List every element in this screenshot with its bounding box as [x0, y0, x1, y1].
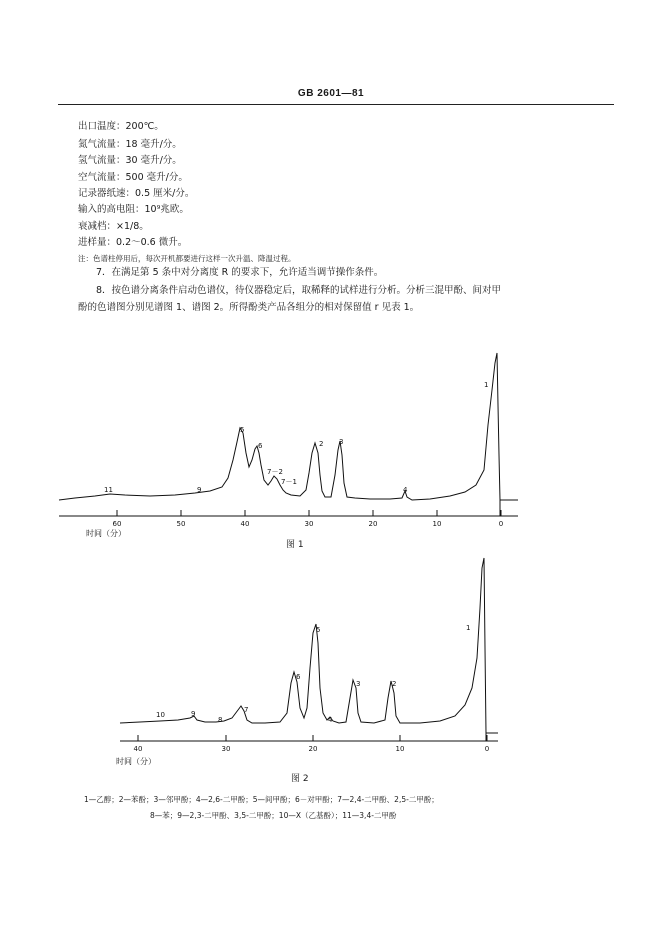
fig1-peak-label-2: 2 — [319, 440, 324, 448]
fig1-peak-label-9: 9 — [197, 486, 202, 494]
standard-code-header: GB 2601—81 — [297, 88, 365, 99]
fig2-tick-30: 30 — [221, 745, 231, 753]
fig1-peak-label-4: 4 — [403, 486, 408, 494]
fig1-tick-20: 20 — [368, 520, 378, 528]
fig2-tick-20: 20 — [308, 745, 318, 753]
legend-line-1: 1—乙醇；2—苯酚；3—邻甲酚；4—2,6-二甲酚；5—间甲酚；6－对甲酚；7—2,4-二甲酚、2,5-二甲酚； — [84, 795, 439, 804]
fig2-peak-label-2: 2 — [392, 680, 397, 688]
fig1-peak-label-5: 5 — [240, 426, 245, 434]
fig1-tick-30: 30 — [304, 520, 314, 528]
paragraph-8-line-1: 8．按色谱分离条件启动色谱仪，待仪器稳定后，取稀释的试样进行分析。分析三混甲酚、间对甲 — [96, 285, 502, 296]
fig2-trace — [120, 558, 498, 733]
fig2-peak-label-10: 10 — [156, 711, 165, 719]
legend-line-2: 8—苯；9—2,3-二甲酚、3,5-二甲酚；10—X（乙基酚）；11—3,4-二甲酚 — [150, 811, 397, 820]
fig2-tick-0: 0 — [484, 745, 490, 753]
condition-hydrogen-flow: 氢气流量：30 毫升/分。 — [78, 155, 182, 166]
fig1-tick-10: 10 — [432, 520, 442, 528]
fig2-peak-label-9: 9 — [191, 710, 196, 718]
fig1-tick-0: 0 — [498, 520, 504, 528]
condition-injection-volume: 进样量：0.2～0.6 微升。 — [78, 237, 188, 248]
fig2-peak-label-3: 3 — [356, 680, 361, 688]
fig1-tick-60: 60 — [112, 520, 122, 528]
condition-air-flow: 空气流量：500 毫升/分。 — [78, 172, 188, 183]
fig1-tick-40: 40 — [240, 520, 250, 528]
condition-high-resistance: 输入的高电阻：10⁹兆欧。 — [78, 204, 189, 215]
condition-nitrogen-flow: 氮气流量：18 毫升/分。 — [78, 139, 182, 150]
paragraph-8-line-2: 酚的色谱图分别见谱图 1、谱图 2。所得酚类产品各组分的相对保留值 r 见表 1。 — [78, 302, 420, 313]
fig2-peak-label-4: 4 — [328, 716, 333, 724]
chromatogram-figure-1 — [0, 345, 662, 545]
column-note: 注：色谱柱停用后，每次开机都要进行这样一次升温、降温过程。 — [78, 254, 296, 263]
fig1-peak-label-1: 1 — [484, 381, 489, 389]
chromatogram-figure-2 — [0, 548, 662, 768]
fig2-caption: 图 2 — [291, 774, 309, 784]
header-rule — [58, 104, 614, 105]
fig1-tick-50: 50 — [176, 520, 186, 528]
paragraph-7: 7．在满足第 5 条中对分离度 R 的要求下，允许适当调节操作条件。 — [96, 267, 384, 278]
fig2-peak-label-8: 8 — [218, 716, 223, 724]
fig2-tick-10: 10 — [395, 745, 405, 753]
fig1-peak-label-6: 6 — [258, 442, 263, 450]
condition-chart-speed: 记录器纸速：0.5 厘米/分。 — [78, 188, 195, 199]
condition-attenuation: 衰减档：×1/8。 — [78, 221, 149, 232]
fig1-peak-label-7-1: 7－1 — [281, 478, 297, 486]
fig2-axis-title: 时间（分） — [116, 757, 156, 766]
fig2-peak-label-6: 6 — [296, 673, 301, 681]
fig1-axis-title: 时间（分） — [86, 529, 126, 538]
fig1-peak-label-7-2: 7－2 — [267, 468, 283, 476]
condition-outlet-temp: 出口温度：200℃。 — [78, 121, 164, 132]
fig1-peak-label-3: 3 — [339, 438, 344, 446]
fig2-peak-label-1: 1 — [466, 624, 471, 632]
fig1-caption: 图 1 — [286, 540, 304, 550]
fig1-peak-label-11: 11 — [104, 486, 113, 494]
fig2-peak-label-7: 7 — [244, 706, 249, 714]
fig2-peak-label-5: 5 — [316, 626, 321, 634]
fig2-tick-40: 40 — [133, 745, 143, 753]
